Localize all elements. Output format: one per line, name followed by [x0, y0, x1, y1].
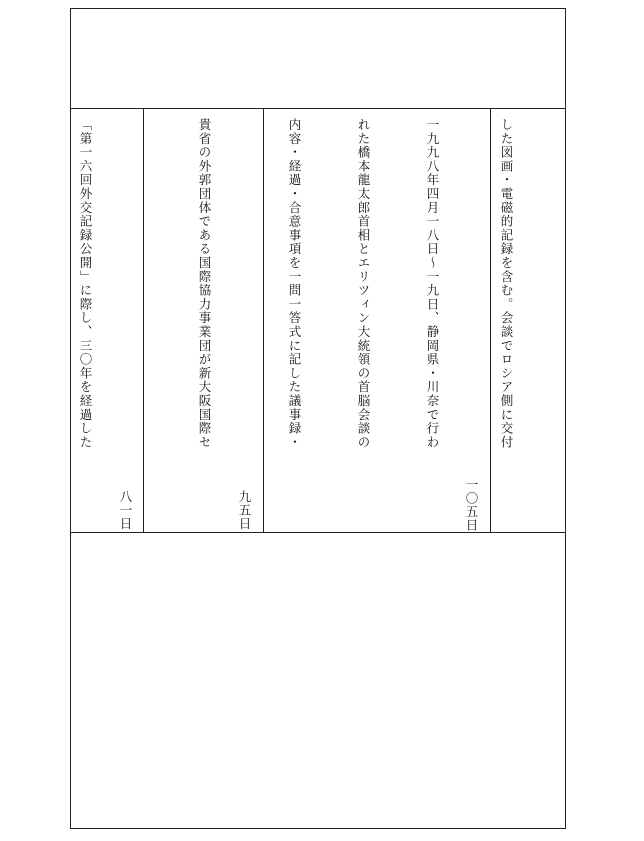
entry-text-3 — [72, 118, 143, 456]
text-line: した図画・電磁的記録を含む。会談でロシア側に交付 — [499, 118, 514, 450]
days-value-3: 八一日 — [118, 490, 133, 531]
days-value-1: 一〇五日 — [464, 478, 479, 532]
text-line — [144, 118, 147, 456]
text-line: れた橋本龍太郎首相とエリツィン大統領の首脳会談の — [356, 118, 371, 450]
entry-text-2 — [144, 118, 262, 456]
column-divider-1 — [490, 108, 491, 532]
row-divider-bottom — [70, 532, 566, 533]
text-line: 貴省の外郭団体である国際協力事業団が新大阪国際セ — [197, 118, 212, 450]
entry-text-1 — [262, 118, 490, 456]
text-line: 一九九八年四月一八日～一九日、静岡県・川奈で行わ — [425, 118, 440, 450]
row-divider-top — [70, 108, 566, 109]
entry-continuation-text — [492, 118, 564, 456]
text-line: 内容・経過・合意事項を一問一答式に記した議事録・ — [287, 118, 302, 450]
days-value-2: 九五日 — [237, 490, 252, 531]
text-line: 「第一六回外交記録公開」に際し、三〇年を経過した — [78, 118, 93, 450]
